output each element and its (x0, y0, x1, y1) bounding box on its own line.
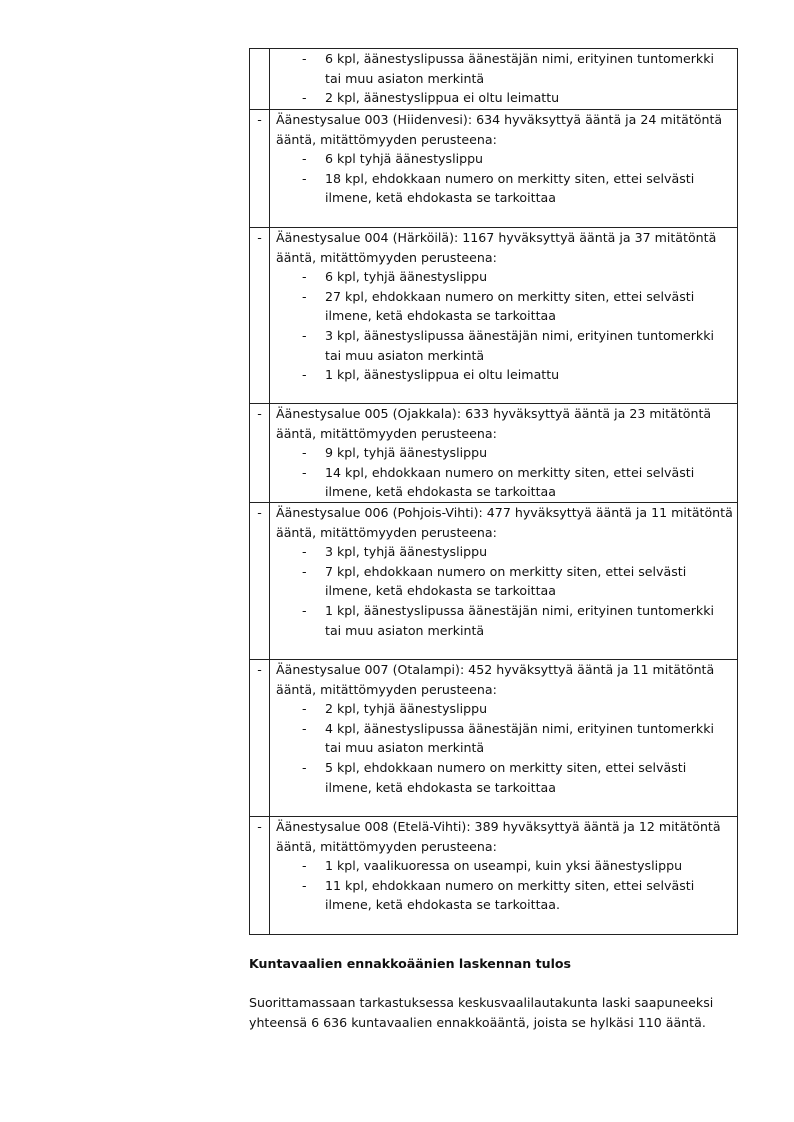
table-row (250, 404, 738, 503)
list-item: - 1 kpl, äänestyslippua ei oltu leimattu (302, 367, 560, 383)
table-row (250, 228, 738, 404)
lead-dash: - (257, 504, 262, 520)
list-item-text: 11 kpl, ehdokkaan numero on merkitty siten, ettei selvästi ilmene, ketä ehdokasta se tarkoittaa. (325, 877, 695, 913)
list-item: - 3 kpl, tyhjä äänestyslippu (302, 544, 488, 560)
list-item-text: 1 kpl, vaalikuoressa on useampi, kuin yksi äänestyslippu (325, 858, 683, 874)
list-item-text: 7 kpl, ehdokkaan numero on merkitty siten, ettei selvästi ilmene, ketä ehdokasta se tarkoittaa (325, 563, 687, 599)
row-heading: Äänestysalue 005 (Ojakkala): 633 hyväksyttyä ääntä ja 23 mitätöntä ääntä, mitättömyyden perusteena: (276, 406, 712, 441)
list-item: - 1 kpl, äänestyslipussa äänestäjän nimi, erityinen tuntomerkki tai muu asiaton merkintä (302, 602, 714, 638)
list-item: - 1 kpl, vaalikuoressa on useampi, kuin yksi äänestyslippu (302, 858, 683, 874)
lead-dash: - (257, 818, 262, 834)
list-item: - 5 kpl, ehdokkaan numero on merkitty siten, ettei selvästi ilmene, ketä ehdokasta se tarkoittaa (302, 759, 687, 795)
list-item-text: 27 kpl, ehdokkaan numero on merkitty siten, ettei selvästi ilmene, ketä ehdokasta se tarkoittaa (325, 288, 695, 324)
content-cell (270, 228, 738, 404)
content-cell (270, 816, 738, 934)
list-item: - 18 kpl, ehdokkaan numero on merkitty siten, ettei selvästi ilmene, ketä ehdokasta se tarkoittaa (302, 170, 695, 206)
lead-cell (250, 110, 270, 228)
section-paragraph: Suorittamassaan tarkastuksessa keskusvaalilautakunta laski saapuneeksi yhteensä 6 636 kuntavaalien ennakkoääntä, joista se hylkäsi 110 ääntä. (249, 995, 714, 1030)
lead-cell (250, 404, 270, 503)
content-cell (270, 404, 738, 503)
table-row (250, 502, 738, 659)
list-item: - 9 kpl, tyhjä äänestyslippu (302, 445, 488, 461)
list-item: - 4 kpl, äänestyslipussa äänestäjän nimi, erityinen tuntomerkki tai muu asiaton merkintä (302, 720, 714, 756)
table-row (250, 659, 738, 816)
table-row (250, 110, 738, 228)
list-item-text: 5 kpl, ehdokkaan numero on merkitty siten, ettei selvästi ilmene, ketä ehdokasta se tarkoittaa (325, 759, 687, 795)
row-heading: Äänestysalue 003 (Hiidenvesi): 634 hyväksyttyä ääntä ja 24 mitätöntä ääntä, mitättömyyden perusteena: (276, 112, 723, 147)
list-item: - 2 kpl, äänestyslippua ei oltu leimattu (302, 90, 560, 106)
list-item-text: 6 kpl tyhjä äänestyslippu (325, 151, 484, 167)
list-item-text: 18 kpl, ehdokkaan numero on merkitty siten, ettei selvästi ilmene, ketä ehdokasta se tarkoittaa (325, 170, 695, 206)
row-heading: Äänestysalue 007 (Otalampi): 452 hyväksyttyä ääntä ja 11 mitätöntä ääntä, mitättömyyden perusteena: (276, 661, 715, 697)
lead-dash: - (257, 406, 262, 421)
content-cell (270, 49, 738, 110)
lead-cell (250, 659, 270, 816)
list-item: - 11 kpl, ehdokkaan numero on merkitty siten, ettei selvästi ilmene, ketä ehdokasta se tarkoittaa. (302, 877, 695, 913)
table-row (250, 816, 738, 934)
list-item-text: 3 kpl, tyhjä äänestyslippu (325, 544, 488, 560)
list-item: - 3 kpl, äänestyslipussa äänestäjän nimi, erityinen tuntomerkki tai muu asiaton merkintä (302, 327, 714, 363)
content-cell (270, 502, 738, 659)
list-item-text: 4 kpl, äänestyslipussa äänestäjän nimi, erityinen tuntomerkki tai muu asiaton merkintä (325, 720, 714, 756)
list-item: - 6 kpl tyhjä äänestyslippu (302, 151, 484, 167)
lead-dash: - (257, 661, 262, 677)
lead-cell (250, 816, 270, 934)
content-cell (270, 659, 738, 816)
list-item-text: 9 kpl, tyhjä äänestyslippu (325, 445, 488, 461)
list-item: - 27 kpl, ehdokkaan numero on merkitty siten, ettei selvästi ilmene, ketä ehdokasta se tarkoittaa (302, 288, 695, 324)
list-item: - 6 kpl, äänestyslipussa äänestäjän nimi, erityinen tuntomerkki tai muu asiaton merkintä (302, 51, 714, 86)
list-item: - 7 kpl, ehdokkaan numero on merkitty siten, ettei selvästi ilmene, ketä ehdokasta se tarkoittaa (302, 563, 687, 599)
list-item: - 6 kpl, tyhjä äänestyslippu (302, 269, 488, 285)
list-item-text: 14 kpl, ehdokkaan numero on merkitty siten, ettei selvästi ilmene, ketä ehdokasta se tarkoittaa (325, 464, 695, 500)
table-row (250, 49, 738, 110)
row-heading: Äänestysalue 008 (Etelä-Vihti): 389 hyväksyttyä ääntä ja 12 mitätöntä ääntä, mitättömyyden perusteena: (276, 818, 721, 854)
content-cell (270, 110, 738, 228)
section-heading: Kuntavaalien ennakkoäänien laskennan tulos (249, 956, 572, 971)
lead-cell (250, 49, 270, 110)
lead-cell (250, 228, 270, 404)
list-item: - 2 kpl, tyhjä äänestyslippu (302, 701, 488, 717)
list-item-text: 1 kpl, äänestyslippua ei oltu leimattu (325, 367, 560, 383)
list-item-text: 2 kpl, äänestyslippua ei oltu leimattu (325, 90, 560, 106)
list-item-text: 1 kpl, äänestyslipussa äänestäjän nimi, erityinen tuntomerkki tai muu asiaton merkintä (325, 602, 714, 638)
list-item-text: 2 kpl, tyhjä äänestyslippu (325, 701, 488, 717)
list-item-text: 6 kpl, tyhjä äänestyslippu (325, 269, 488, 285)
row-heading: Äänestysalue 004 (Härköilä): 1167 hyväksyttyä ääntä ja 37 mitätöntä ääntä, mitättömyyden perusteena: (276, 230, 717, 265)
lead-dash: - (257, 230, 262, 245)
row-heading: Äänestysalue 006 (Pohjois-Vihti): 477 hyväksyttyä ääntä ja 11 mitätöntä ääntä, mitättömyyden perusteena: (276, 504, 733, 540)
list-item-text: 3 kpl, äänestyslipussa äänestäjän nimi, erityinen tuntomerkki tai muu asiaton merkintä (325, 327, 714, 363)
list-item: - 14 kpl, ehdokkaan numero on merkitty siten, ettei selvästi ilmene, ketä ehdokasta se tarkoittaa (302, 464, 695, 500)
list-item-text: 6 kpl, äänestyslipussa äänestäjän nimi, erityinen tuntomerkki tai muu asiaton merkintä (325, 51, 714, 86)
lead-cell (250, 502, 270, 659)
results-table (249, 48, 738, 935)
lead-dash: - (257, 112, 262, 127)
